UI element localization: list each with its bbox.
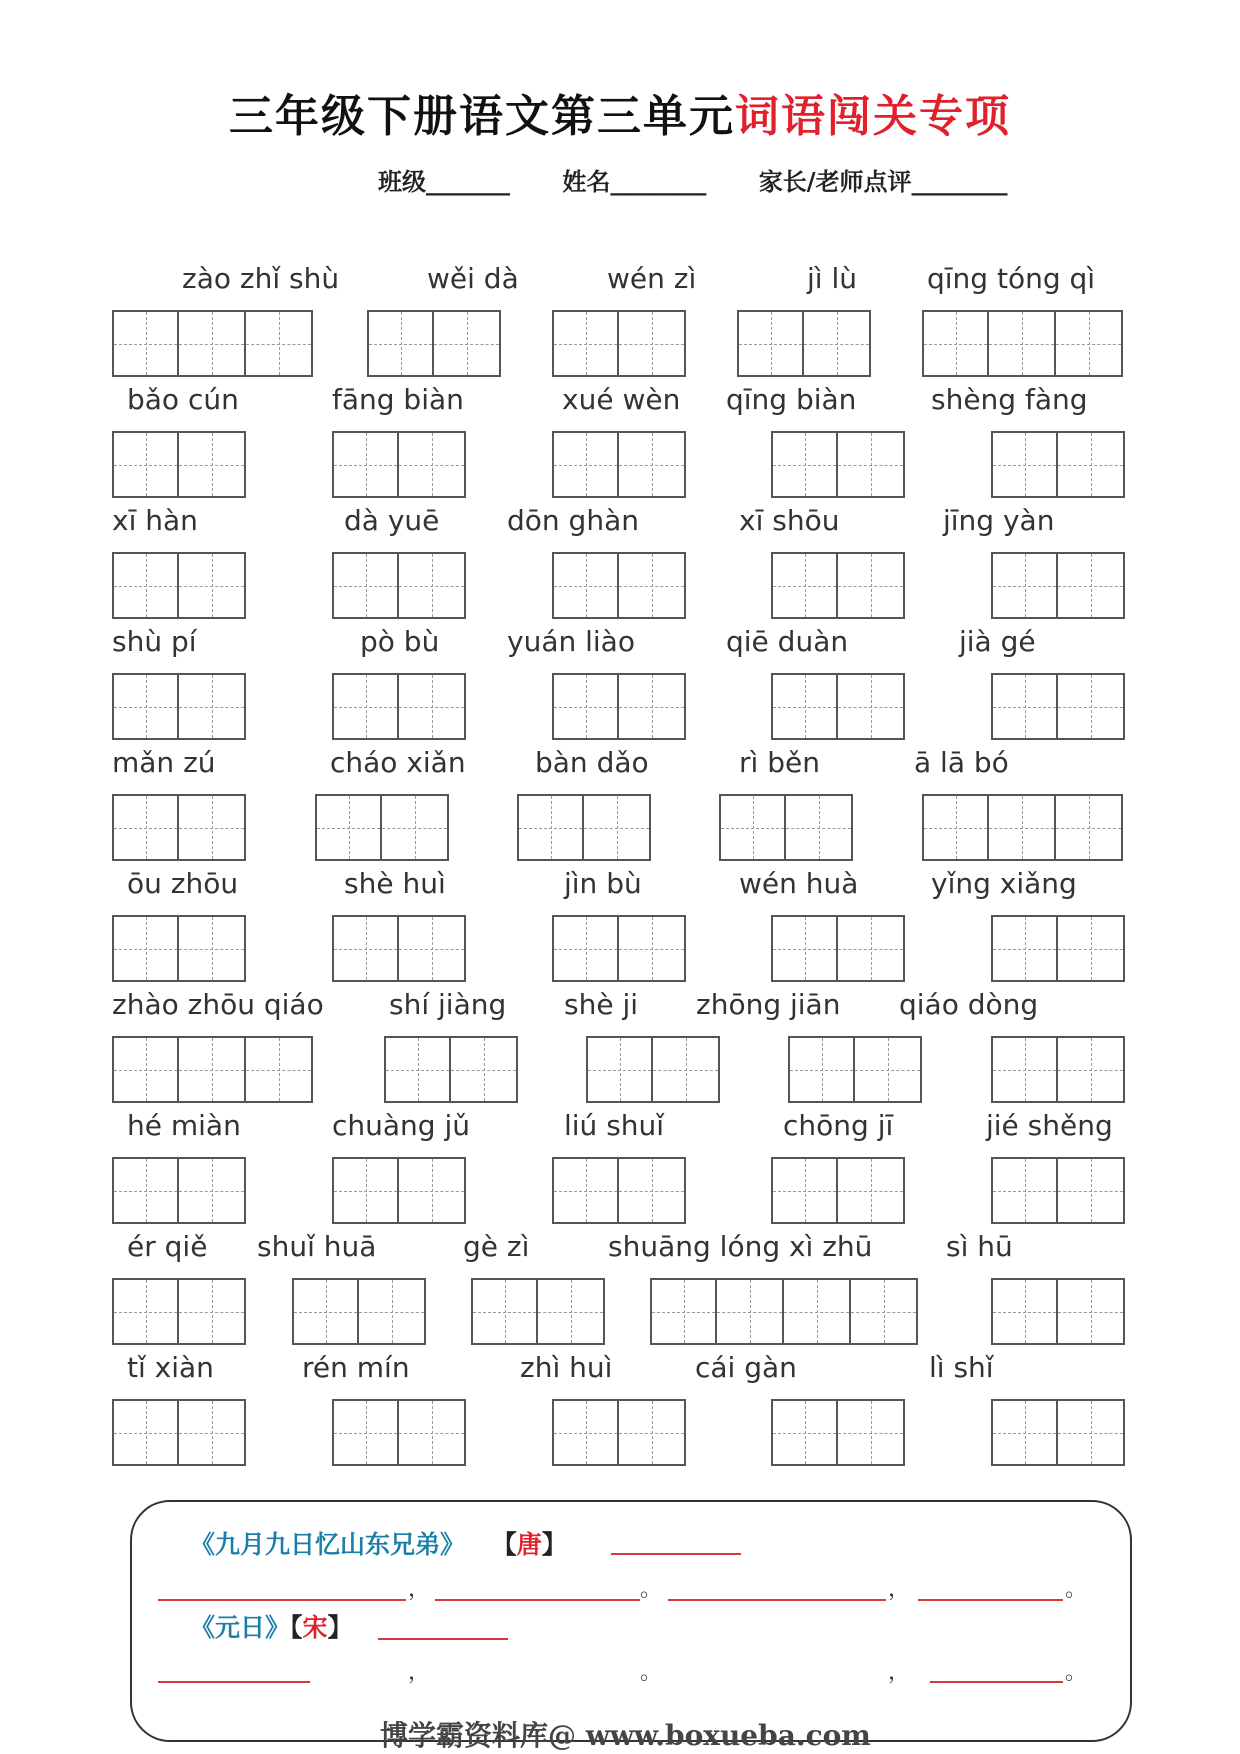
writing-box[interactable] (851, 1278, 918, 1345)
pinyin-label: qiē duàn (726, 625, 849, 658)
writing-box[interactable] (112, 1399, 179, 1466)
writing-box[interactable] (619, 431, 686, 498)
writing-box[interactable] (619, 1157, 686, 1224)
writing-box[interactable] (991, 673, 1058, 740)
writing-box[interactable] (315, 794, 382, 861)
tianzi-grid (332, 431, 466, 498)
writing-box[interactable] (179, 915, 246, 982)
poem1-author-blank[interactable] (611, 1553, 741, 1555)
tianzi-grid (719, 794, 853, 861)
pinyin-label: qiáo dòng (899, 988, 1039, 1021)
pinyin-label: ér qiě (127, 1230, 208, 1263)
period: 。 (1065, 1577, 1088, 1602)
tianzi-grid (332, 552, 466, 619)
pinyin-label: mǎn zú (112, 746, 216, 779)
pinyin-label: sì hū (946, 1230, 1013, 1263)
writing-box[interactable] (112, 673, 179, 740)
pinyin-label: shuāng lóng xì zhū (608, 1230, 873, 1263)
tianzi-grid (332, 673, 466, 740)
writing-box[interactable] (922, 310, 989, 377)
tianzi-grid (552, 915, 686, 982)
pinyin-label: fāng biàn (332, 383, 464, 416)
writing-box[interactable] (552, 915, 619, 982)
writing-box[interactable] (552, 552, 619, 619)
writing-box[interactable] (653, 1036, 720, 1103)
writing-box[interactable] (552, 673, 619, 740)
writing-box[interactable] (838, 915, 905, 982)
writing-box[interactable] (552, 310, 619, 377)
writing-box[interactable] (399, 552, 466, 619)
writing-box[interactable] (838, 431, 905, 498)
tianzi-grid (991, 1157, 1125, 1224)
tianzi-grid (991, 673, 1125, 740)
writing-box[interactable] (332, 431, 399, 498)
pinyin-label: zào zhǐ shù (182, 262, 340, 295)
writing-box[interactable] (246, 310, 313, 377)
tianzi-grid (650, 1278, 918, 1345)
poem2-title: 《元日》 (190, 1613, 291, 1642)
poem1-left-bracket: 【 (491, 1530, 517, 1559)
writing-box[interactable] (771, 431, 838, 498)
tianzi-grid (292, 1278, 426, 1345)
writing-box[interactable] (552, 431, 619, 498)
pinyin-label: shè huì (344, 867, 446, 900)
tianzi-grid (112, 1278, 246, 1345)
writing-box[interactable] (399, 673, 466, 740)
pinyin-label: shí jiàng (389, 988, 507, 1021)
writing-box[interactable] (719, 794, 786, 861)
pinyin-label: zhōng jiān (696, 988, 841, 1021)
tianzi-grid (991, 1399, 1125, 1466)
poem2-left-bracket: 【 (290, 1613, 303, 1642)
writing-box[interactable] (838, 1399, 905, 1466)
writing-box[interactable] (804, 310, 871, 377)
pinyin-label: bàn dǎo (535, 746, 649, 779)
pinyin-label: bǎo cún (127, 383, 239, 416)
pinyin-label: wén huà (739, 867, 859, 900)
pinyin-label: qīng tóng qì (927, 262, 1096, 295)
tianzi-grid (586, 1036, 720, 1103)
pinyin-label: xī shōu (739, 504, 840, 537)
writing-box[interactable] (332, 552, 399, 619)
writing-box[interactable] (332, 1399, 399, 1466)
writing-box[interactable] (771, 915, 838, 982)
writing-box[interactable] (112, 431, 179, 498)
tianzi-grid (112, 310, 313, 377)
pinyin-label: liú shuǐ (564, 1109, 665, 1142)
writing-box[interactable] (586, 1036, 653, 1103)
writing-box[interactable] (179, 1399, 246, 1466)
name-field[interactable]: 姓名________ (562, 167, 707, 196)
pinyin-label: wěi dà (427, 262, 519, 295)
tianzi-grid (991, 1278, 1125, 1345)
writing-box[interactable] (584, 794, 651, 861)
writing-box[interactable] (838, 552, 905, 619)
pinyin-label: tǐ xiàn (127, 1351, 214, 1384)
writing-box[interactable] (989, 310, 1056, 377)
pinyin-label: jīng yàn (943, 504, 1055, 537)
pinyin-label: zhào zhōu qiáo (112, 988, 324, 1021)
pinyin-label: rén mín (302, 1351, 410, 1384)
pinyin-label: chuàng jǔ (332, 1109, 470, 1142)
writing-box[interactable] (771, 1399, 838, 1466)
period: 。 (640, 1577, 663, 1602)
pinyin-label: hé miàn (127, 1109, 241, 1142)
writing-box[interactable] (619, 552, 686, 619)
writing-box[interactable] (246, 1036, 313, 1103)
pinyin-label: dà yuē (344, 504, 440, 537)
pinyin-label: jià gé (959, 625, 1036, 658)
writing-box[interactable] (619, 915, 686, 982)
pinyin-label: cái gàn (695, 1351, 797, 1384)
poem2-line1-blank[interactable] (158, 1681, 310, 1683)
tianzi-grid (112, 794, 246, 861)
writing-box[interactable] (399, 1399, 466, 1466)
tianzi-grid (112, 1157, 246, 1224)
pinyin-label: jìn bù (564, 867, 642, 900)
writing-box[interactable] (179, 1278, 246, 1345)
comma: ， (888, 1660, 911, 1685)
pinyin-label: xué wèn (562, 383, 681, 416)
writing-box[interactable] (399, 1157, 466, 1224)
tianzi-grid (112, 431, 246, 498)
tianzi-grid (332, 1399, 466, 1466)
pinyin-label: dōn ghàn (507, 504, 639, 537)
writing-box[interactable] (399, 431, 466, 498)
class-field[interactable]: 班级_______ (378, 167, 510, 196)
writing-box[interactable] (538, 1278, 605, 1345)
tianzi-grid (991, 1036, 1125, 1103)
writing-box[interactable] (179, 1157, 246, 1224)
writing-box[interactable] (991, 1157, 1058, 1224)
tianzi-grid (552, 552, 686, 619)
writing-box[interactable] (1058, 1157, 1125, 1224)
writing-box[interactable] (367, 310, 434, 377)
pinyin-label: gè zì (463, 1230, 530, 1263)
writing-box[interactable] (112, 794, 179, 861)
tianzi-grid (552, 431, 686, 498)
writing-box[interactable] (552, 1399, 619, 1466)
writing-box[interactable] (359, 1278, 426, 1345)
poem1-title: 《九月九日忆山东兄弟》 (190, 1530, 466, 1559)
pinyin-label: yuán liào (507, 625, 635, 658)
poem2-right-bracket: 】 (327, 1613, 353, 1642)
pinyin-label: ōu zhōu (127, 867, 239, 900)
poem1-heading (190, 1525, 567, 1561)
writing-box[interactable] (786, 794, 853, 861)
poem1-line4-blank[interactable] (918, 1599, 1063, 1601)
tianzi-grid (991, 552, 1125, 619)
pinyin-label: shèng fàng (931, 383, 1088, 416)
pinyin-label: shè ji (564, 988, 639, 1021)
writing-box[interactable] (771, 1157, 838, 1224)
tianzi-grid (384, 1036, 518, 1103)
writing-box[interactable] (179, 310, 246, 377)
writing-box[interactable] (771, 552, 838, 619)
writing-box[interactable] (112, 552, 179, 619)
writing-box[interactable] (991, 1036, 1058, 1103)
writing-box[interactable] (717, 1278, 784, 1345)
tianzi-grid (112, 673, 246, 740)
writing-box[interactable] (179, 1036, 246, 1103)
writing-box[interactable] (989, 794, 1056, 861)
comma: ， (888, 1577, 911, 1602)
writing-box[interactable] (784, 1278, 851, 1345)
pinyin-label: qīng biàn (726, 383, 857, 416)
writing-box[interactable] (619, 310, 686, 377)
pinyin-label: wén zì (607, 262, 697, 295)
period: 。 (1065, 1660, 1088, 1685)
tianzi-grid (737, 310, 871, 377)
writing-box[interactable] (788, 1036, 855, 1103)
pinyin-label: shù pí (112, 625, 197, 658)
writing-box[interactable] (112, 310, 179, 377)
tianzi-grid (112, 552, 246, 619)
tianzi-grid (315, 794, 449, 861)
poem1-dynasty: 唐 (516, 1530, 542, 1559)
tianzi-grid (112, 1399, 246, 1466)
comma: ， (408, 1577, 431, 1602)
poem1-line3-blank[interactable] (668, 1599, 886, 1601)
tianzi-grid (552, 310, 686, 377)
tianzi-grid (991, 915, 1125, 982)
writing-box[interactable] (179, 794, 246, 861)
writing-box[interactable] (737, 310, 804, 377)
tianzi-grid (771, 552, 905, 619)
tianzi-grid (922, 310, 1123, 377)
writing-box[interactable] (838, 1157, 905, 1224)
pinyin-label: ā lā bó (914, 746, 1009, 779)
comma: ， (408, 1660, 431, 1685)
writing-box[interactable] (471, 1278, 538, 1345)
tianzi-grid (367, 310, 501, 377)
tianzi-grid (991, 431, 1125, 498)
writing-box[interactable] (112, 915, 179, 982)
pinyin-label: jié shěng (986, 1109, 1113, 1142)
tianzi-grid (771, 915, 905, 982)
writing-box[interactable] (619, 1399, 686, 1466)
writing-box[interactable] (1058, 1278, 1125, 1345)
period: 。 (640, 1660, 663, 1685)
writing-box[interactable] (179, 552, 246, 619)
pinyin-label: cháo xiǎn (330, 746, 466, 779)
poem2-author-blank[interactable] (378, 1638, 508, 1640)
tianzi-grid (922, 794, 1123, 861)
writing-box[interactable] (112, 1036, 179, 1103)
tianzi-grid (552, 1157, 686, 1224)
writing-box[interactable] (451, 1036, 518, 1103)
tianzi-grid (471, 1278, 605, 1345)
writing-box[interactable] (619, 673, 686, 740)
tianzi-grid (332, 1157, 466, 1224)
writing-box[interactable] (112, 1278, 179, 1345)
pinyin-label: yǐng xiǎng (931, 867, 1077, 900)
writing-box[interactable] (112, 1157, 179, 1224)
writing-box[interactable] (434, 310, 501, 377)
writing-box[interactable] (650, 1278, 717, 1345)
pinyin-label: lì shǐ (929, 1351, 994, 1384)
poem1-line2-blank[interactable] (435, 1599, 640, 1601)
review-field[interactable]: 家长/老师点评________ (758, 167, 1008, 196)
pinyin-label: jì lù (807, 262, 857, 295)
writing-box[interactable] (517, 794, 584, 861)
tianzi-grid (771, 431, 905, 498)
writing-box[interactable] (991, 552, 1058, 619)
tianzi-grid (112, 1036, 313, 1103)
pinyin-label: zhì huì (520, 1351, 613, 1384)
writing-box[interactable] (384, 1036, 451, 1103)
writing-box[interactable] (552, 1157, 619, 1224)
writing-box[interactable] (292, 1278, 359, 1345)
writing-box[interactable] (1058, 1036, 1125, 1103)
writing-box[interactable] (1058, 673, 1125, 740)
writing-box[interactable] (179, 673, 246, 740)
tianzi-grid (552, 673, 686, 740)
writing-box[interactable] (771, 673, 838, 740)
poem1-line1-blank[interactable] (158, 1599, 406, 1601)
pinyin-label: pò bù (360, 625, 440, 658)
poem1-right-bracket: 】 (541, 1530, 567, 1559)
poem2-dynasty: 宋 (302, 1613, 328, 1642)
title-red: 词语闯关专项 (735, 91, 1011, 142)
tianzi-grid (112, 915, 246, 982)
writing-box[interactable] (382, 794, 449, 861)
tianzi-grid (771, 1399, 905, 1466)
writing-box[interactable] (1056, 794, 1123, 861)
writing-box[interactable] (399, 915, 466, 982)
writing-box[interactable] (332, 673, 399, 740)
pinyin-label: rì běn (739, 746, 820, 779)
writing-box[interactable] (922, 794, 989, 861)
tianzi-grid (332, 915, 466, 982)
writing-box[interactable] (1058, 431, 1125, 498)
pinyin-label: chōng jī (783, 1109, 894, 1142)
writing-box[interactable] (855, 1036, 922, 1103)
pinyin-label: shuǐ huā (257, 1230, 377, 1263)
title-black: 三年级下册语文第三单元 (229, 91, 735, 142)
writing-box[interactable] (838, 673, 905, 740)
writing-box[interactable] (332, 1157, 399, 1224)
writing-box[interactable] (179, 431, 246, 498)
writing-box[interactable] (1058, 1399, 1125, 1466)
tianzi-grid (771, 1157, 905, 1224)
tianzi-grid (771, 673, 905, 740)
poem2-line4-blank[interactable] (930, 1681, 1063, 1683)
writing-box[interactable] (991, 1399, 1058, 1466)
tianzi-grid (517, 794, 651, 861)
writing-box[interactable] (991, 915, 1058, 982)
writing-box[interactable] (991, 431, 1058, 498)
writing-box[interactable] (332, 915, 399, 982)
footer-watermark: 博学霸资料库@ www.boxueba.com (380, 1719, 871, 1752)
tianzi-grid (552, 1399, 686, 1466)
tianzi-grid (788, 1036, 922, 1103)
writing-box[interactable] (991, 1278, 1058, 1345)
poem2-heading (190, 1608, 353, 1644)
writing-box[interactable] (1056, 310, 1123, 377)
writing-box[interactable] (1058, 915, 1125, 982)
writing-box[interactable] (1058, 552, 1125, 619)
pinyin-label: xī hàn (112, 504, 198, 537)
